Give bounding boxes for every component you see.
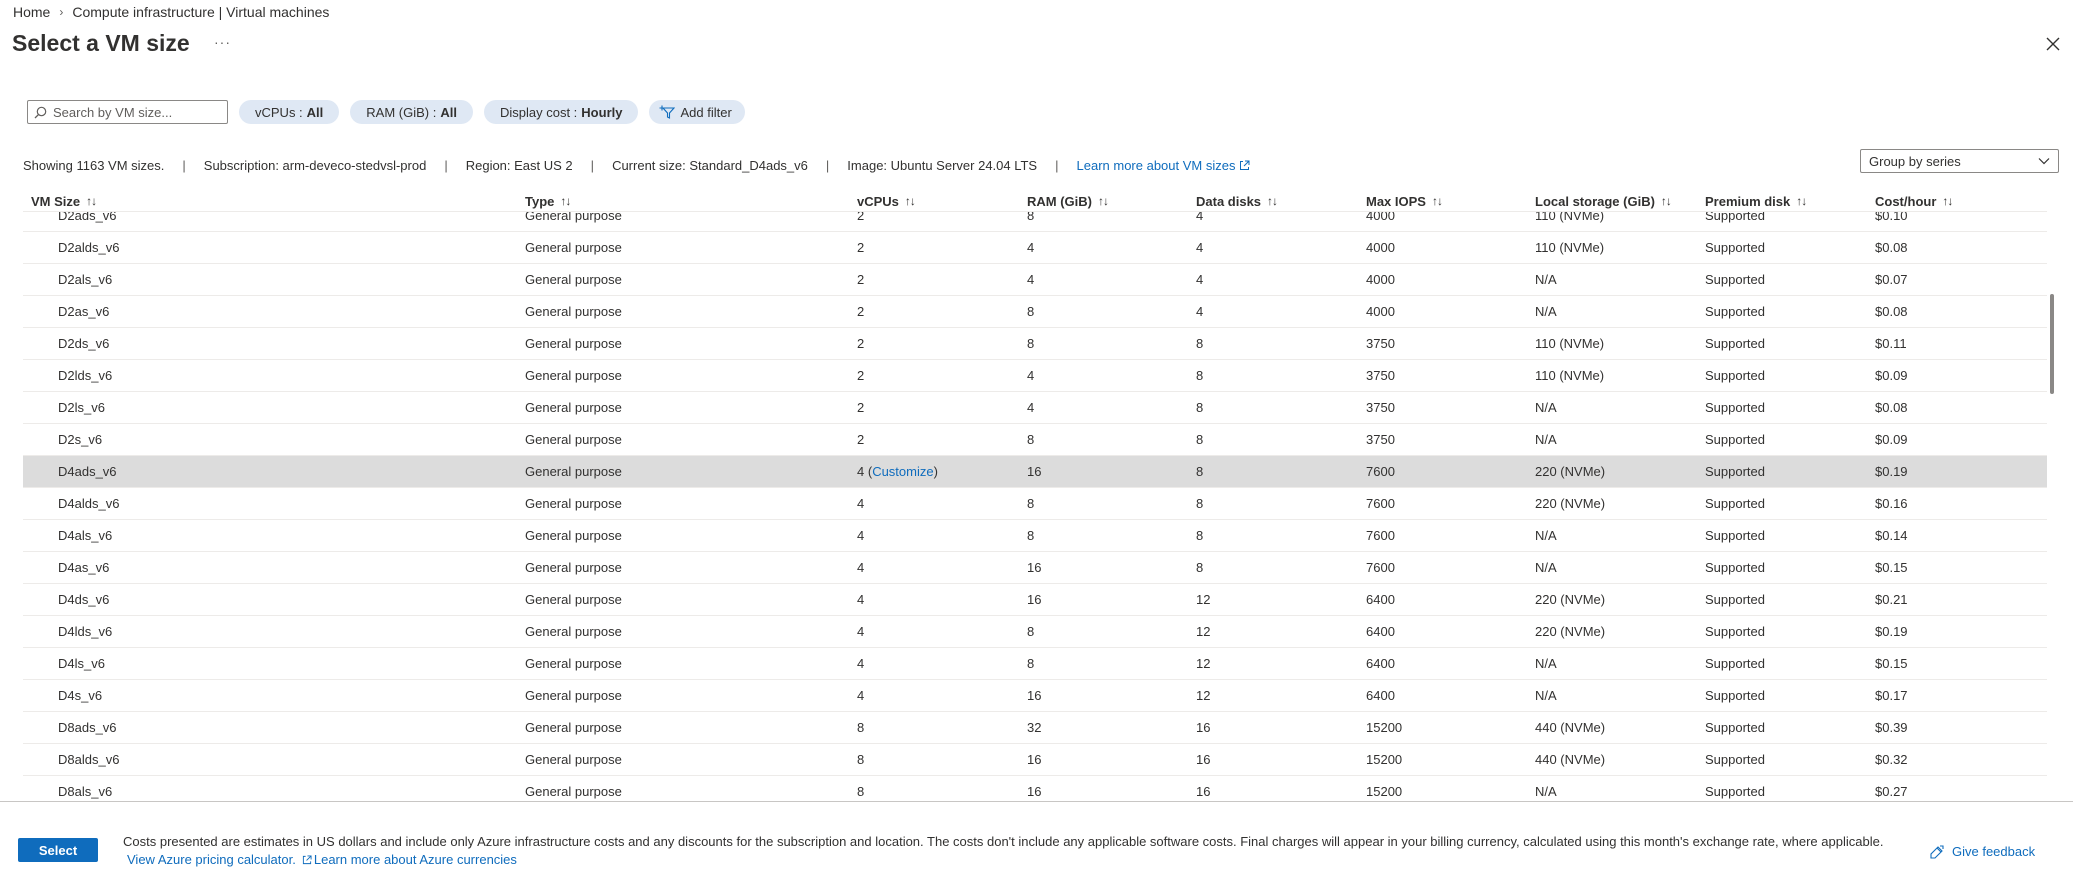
divider: | — [182, 157, 186, 173]
cell-premium-disk: Supported — [1705, 496, 1765, 511]
learn-more-label: Learn more about VM sizes — [1076, 157, 1236, 173]
cell-local-storage: N/A — [1535, 784, 1557, 799]
external-link-icon — [302, 855, 312, 865]
cell-cost-per-hour: $0.27 — [1875, 784, 1908, 799]
cell-data-disks: 8 — [1196, 496, 1204, 511]
cell-premium-disk: Supported — [1705, 592, 1765, 607]
cell-cost-per-hour: $0.14 — [1875, 528, 1908, 543]
cell-local-storage: 220 (NVMe) — [1535, 592, 1606, 607]
cell-local-storage: 220 (NVMe) — [1535, 624, 1606, 639]
cell-vcpus: 2 — [857, 304, 865, 319]
vcpus-filter-value: All — [306, 104, 324, 120]
region-text: Region: East US 2 — [465, 157, 573, 173]
divider: | — [444, 157, 448, 173]
cell-local-storage: N/A — [1535, 272, 1557, 287]
cell-premium-disk: Supported — [1705, 720, 1765, 735]
cell-data-disks: 8 — [1196, 464, 1204, 479]
cell-ram: 32 — [1027, 720, 1042, 735]
table-header — [23, 190, 2047, 212]
pricing-calculator-link[interactable]: View Azure pricing calculator. — [127, 852, 296, 867]
paren-open: ( — [864, 464, 873, 479]
close-icon[interactable] — [2041, 32, 2065, 56]
cell-ram: 8 — [1027, 496, 1035, 511]
cell-ram: 16 — [1027, 592, 1042, 607]
table-row[interactable] — [23, 648, 2047, 680]
cell-data-disks: 12 — [1196, 624, 1211, 639]
cell-premium-disk: Supported — [1705, 656, 1765, 671]
cell-vm-size: D2alds_v6 — [58, 240, 120, 255]
cell-max-iops: 6400 — [1366, 592, 1395, 607]
table-row[interactable] — [23, 264, 2047, 296]
cell-data-disks: 12 — [1196, 688, 1211, 703]
cell-premium-disk: Supported — [1705, 272, 1765, 287]
cell-vm-size: D2lds_v6 — [58, 368, 113, 383]
cell-max-iops: 4000 — [1366, 212, 1395, 223]
cell-vm-size: D2ads_v6 — [58, 212, 117, 223]
page-title: Select a VM size — [12, 30, 190, 56]
cell-vcpus: 2 — [857, 336, 865, 351]
cell-ram: 4 — [1027, 240, 1035, 255]
cell-vcpus: 2 — [857, 432, 865, 447]
cell-type: General purpose — [525, 336, 622, 351]
table-row[interactable] — [23, 680, 2047, 712]
column-header-label: vCPUs — [857, 193, 899, 209]
cell-vcpus: 4 — [857, 592, 865, 607]
cell-premium-disk: Supported — [1705, 432, 1765, 447]
sort-icon[interactable]: ↑↓ — [1796, 194, 1807, 208]
column-header-label: Type — [525, 193, 555, 209]
cell-value: 4 — [857, 464, 865, 479]
display-cost-value: Hourly — [581, 104, 623, 120]
cell-ram: 8 — [1027, 432, 1035, 447]
cell-premium-disk: Supported — [1705, 240, 1765, 255]
summary-bar — [23, 156, 1250, 174]
cell-ram: 16 — [1027, 752, 1042, 767]
cell-cost-per-hour: $0.32 — [1875, 752, 1908, 767]
table-row[interactable] — [23, 520, 2047, 552]
cell-vm-size: D8als_v6 — [58, 784, 113, 799]
cell-type: General purpose — [525, 400, 622, 415]
cell-vcpus: 4 — [857, 656, 865, 671]
cell-vm-size: D4ls_v6 — [58, 656, 105, 671]
table-row[interactable] — [23, 744, 2047, 776]
table-body — [23, 212, 2047, 802]
column-header-local-storage[interactable] — [1535, 190, 1671, 212]
cell-local-storage: 220 (NVMe) — [1535, 464, 1606, 479]
ram-filter-label: RAM (GiB) : — [366, 104, 437, 120]
cell-data-disks: 8 — [1196, 336, 1204, 351]
paren-close: ) — [933, 464, 938, 479]
cell-cost-per-hour: $0.15 — [1875, 656, 1908, 671]
cell-type: General purpose — [525, 624, 622, 639]
table-row[interactable] — [23, 552, 2047, 584]
column-header-label: RAM (GiB) — [1027, 193, 1092, 209]
cell-max-iops: 3750 — [1366, 336, 1395, 351]
cell-ram: 16 — [1027, 464, 1042, 479]
display-cost-label: Display cost : — [499, 104, 578, 120]
learn-more-vm-sizes-link[interactable] — [1077, 158, 1251, 173]
cell-type: General purpose — [525, 688, 622, 703]
cell-type: General purpose — [525, 432, 622, 447]
cell-vcpus — [857, 456, 938, 487]
cell-ram: 8 — [1027, 656, 1035, 671]
cell-cost-per-hour: $0.10 — [1875, 212, 1908, 223]
sort-icon[interactable]: ↑↓ — [86, 194, 97, 208]
table-row[interactable] — [23, 584, 2047, 616]
cell-type: General purpose — [525, 560, 622, 575]
cell-max-iops: 6400 — [1366, 656, 1395, 671]
cell-data-disks: 16 — [1196, 752, 1211, 767]
column-header-type[interactable] — [525, 190, 570, 212]
cell-vcpus: 4 — [857, 528, 865, 543]
cell-ram: 16 — [1027, 688, 1042, 703]
divider: | — [825, 157, 830, 173]
cell-vm-size: D4as_v6 — [58, 560, 110, 575]
cell-max-iops: 7600 — [1366, 464, 1395, 479]
footer-links — [127, 852, 517, 867]
table-row[interactable] — [23, 328, 2047, 360]
add-filter-icon — [659, 105, 675, 119]
cell-vcpus: 4 — [857, 688, 865, 703]
cell-data-disks: 8 — [1196, 432, 1204, 447]
cell-ram: 8 — [1027, 528, 1035, 543]
cell-premium-disk: Supported — [1705, 400, 1765, 415]
cost-disclaimer: Costs presented are estimates in US dollars and include only Azure infrastructure costs and any discounts for the subscription and location. The costs don't include any applicable software costs. Final charges will appear in your billing currency, calculated using this month's exchange rate, where applicable. — [123, 834, 1884, 849]
sort-icon[interactable]: ↑↓ — [1267, 194, 1278, 208]
group-by-value: Group by series — [1869, 153, 1961, 169]
column-header-label: Max IOPS — [1366, 193, 1426, 209]
chevron-right-icon: › — [59, 5, 64, 19]
cell-cost-per-hour: $0.09 — [1875, 432, 1908, 447]
cell-premium-disk: Supported — [1705, 624, 1765, 639]
cell-local-storage: 440 (NVMe) — [1535, 752, 1606, 767]
cell-type: General purpose — [525, 304, 622, 319]
divider: | — [1055, 157, 1059, 173]
sort-icon[interactable]: ↑↓ — [1660, 194, 1671, 208]
cell-type: General purpose — [525, 752, 622, 767]
cell-cost-per-hour: $0.15 — [1875, 560, 1908, 575]
cell-vcpus: 2 — [857, 212, 865, 223]
cell-ram: 4 — [1027, 272, 1035, 287]
table-row[interactable] — [23, 296, 2047, 328]
table-row[interactable] — [23, 424, 2047, 456]
ram-filter-value: All — [440, 104, 457, 120]
cell-cost-per-hour: $0.39 — [1875, 720, 1908, 735]
cell-max-iops: 6400 — [1366, 688, 1395, 703]
column-header-max-iops[interactable] — [1366, 190, 1442, 212]
cell-data-disks: 16 — [1196, 720, 1211, 735]
cell-max-iops: 3750 — [1366, 368, 1395, 383]
cell-type: General purpose — [525, 496, 622, 511]
sort-icon[interactable]: ↑↓ — [1942, 194, 1953, 208]
cell-vcpus: 8 — [857, 784, 865, 799]
search-icon — [34, 106, 47, 119]
cell-ram: 8 — [1027, 212, 1035, 223]
column-header-vm-size[interactable] — [31, 190, 96, 212]
sort-icon[interactable]: ↑↓ — [560, 194, 571, 208]
feedback-icon — [1930, 845, 1944, 859]
give-feedback-label: Give feedback — [1952, 844, 2036, 859]
table-row[interactable] — [23, 360, 2047, 392]
breadcrumb-current-link[interactable]: Compute infrastructure | Virtual machines — [72, 4, 330, 20]
cell-max-iops: 4000 — [1366, 272, 1395, 287]
vcpus-filter-label: vCPUs : — [255, 104, 303, 120]
cell-max-iops: 4000 — [1366, 240, 1395, 255]
cell-max-iops: 7600 — [1366, 560, 1395, 575]
column-header-data-disks[interactable] — [1196, 190, 1277, 212]
cell-data-disks: 8 — [1196, 528, 1204, 543]
select-button[interactable]: Select — [18, 838, 98, 862]
cell-premium-disk: Supported — [1705, 368, 1765, 383]
column-header-label: VM Size — [31, 193, 81, 209]
column-header-vcpus[interactable] — [857, 190, 915, 212]
breadcrumb-home-link[interactable]: Home — [13, 4, 51, 20]
cell-vcpus: 4 — [857, 496, 865, 511]
cell-type: General purpose — [525, 212, 622, 223]
add-filter-label: Add filter — [680, 104, 732, 120]
chevron-down-icon — [2038, 157, 2050, 165]
more-options-icon[interactable]: ··· — [214, 34, 231, 50]
cell-premium-disk: Supported — [1705, 688, 1765, 703]
cell-local-storage: N/A — [1535, 656, 1557, 671]
cell-type: General purpose — [525, 528, 622, 543]
cell-vcpus: 2 — [857, 400, 865, 415]
azure-currencies-link[interactable]: Learn more about Azure currencies — [313, 852, 517, 867]
vcpus-filter-pill[interactable] — [239, 100, 339, 124]
cell-vm-size: D4s_v6 — [58, 688, 103, 703]
cell-cost-per-hour: $0.08 — [1875, 240, 1908, 255]
cell-max-iops: 4000 — [1366, 304, 1395, 319]
add-filter-button[interactable] — [649, 100, 744, 124]
cell-type: General purpose — [525, 464, 622, 479]
cell-vm-size: D4alds_v6 — [58, 496, 120, 511]
cell-max-iops: 15200 — [1366, 720, 1403, 735]
display-cost-filter-pill[interactable] — [484, 100, 638, 124]
sort-icon[interactable]: ↑↓ — [1098, 194, 1108, 208]
cell-max-iops: 3750 — [1366, 432, 1395, 447]
cell-local-storage: 440 (NVMe) — [1535, 720, 1606, 735]
cell-vcpus: 8 — [857, 720, 865, 735]
cell-data-disks: 4 — [1196, 272, 1204, 287]
cell-cost-per-hour: $0.09 — [1875, 368, 1908, 383]
ram-filter-pill[interactable] — [350, 100, 473, 124]
external-link-icon — [1239, 160, 1250, 171]
filter-bar — [27, 100, 745, 124]
table-row[interactable] — [23, 456, 2047, 488]
cell-data-disks: 8 — [1196, 560, 1204, 575]
cell-ram: 4 — [1027, 400, 1035, 415]
group-by-dropdown[interactable] — [1860, 149, 2059, 173]
vm-count-text: Showing 1163 VM sizes. — [23, 157, 165, 173]
cell-data-disks: 12 — [1196, 656, 1211, 671]
search-input[interactable] — [53, 105, 223, 120]
cell-local-storage: 110 (NVMe) — [1535, 368, 1605, 383]
cell-ram: 8 — [1027, 624, 1035, 639]
column-header-premium-disk[interactable] — [1705, 190, 1806, 212]
divider: | — [590, 157, 595, 173]
cell-local-storage: N/A — [1535, 400, 1557, 415]
cell-cost-per-hour: $0.17 — [1875, 688, 1908, 703]
cell-type: General purpose — [525, 720, 622, 735]
cell-cost-per-hour: $0.19 — [1875, 464, 1908, 479]
cell-vcpus: 8 — [857, 752, 865, 767]
cell-premium-disk: Supported — [1705, 752, 1765, 767]
scrollbar-thumb[interactable] — [2050, 294, 2054, 394]
table-row[interactable] — [23, 712, 2047, 744]
cell-data-disks: 8 — [1196, 368, 1204, 383]
cell-vcpus: 2 — [857, 368, 865, 383]
cell-cost-per-hour: $0.19 — [1875, 624, 1908, 639]
table-row[interactable] — [23, 212, 2047, 232]
cell-vm-size: D2ds_v6 — [58, 336, 110, 351]
table-row[interactable] — [23, 616, 2047, 648]
cell-vm-size: D4lds_v6 — [58, 624, 113, 639]
column-header-label: Data disks — [1196, 193, 1262, 209]
cell-type: General purpose — [525, 656, 622, 671]
customize-link[interactable]: Customize — [872, 464, 934, 479]
cell-cost-per-hour: $0.08 — [1875, 304, 1908, 319]
cell-data-disks: 4 — [1196, 304, 1204, 319]
cell-ram: 4 — [1027, 368, 1035, 383]
table-row[interactable] — [23, 776, 2047, 802]
column-header-label: Cost/hour — [1875, 193, 1937, 209]
cell-type: General purpose — [525, 240, 622, 255]
cell-type: General purpose — [525, 784, 622, 799]
cell-premium-disk: Supported — [1705, 464, 1765, 479]
cell-local-storage: N/A — [1535, 528, 1557, 543]
cell-data-disks: 12 — [1196, 592, 1211, 607]
cell-ram: 8 — [1027, 304, 1035, 319]
cell-ram: 8 — [1027, 336, 1035, 351]
footer — [0, 801, 2073, 874]
cell-max-iops: 7600 — [1366, 528, 1395, 543]
cell-cost-per-hour: $0.11 — [1875, 336, 1907, 351]
column-header-label: Local storage (GiB) — [1535, 193, 1655, 209]
cell-cost-per-hour: $0.07 — [1875, 272, 1908, 287]
cell-cost-per-hour: $0.16 — [1875, 496, 1908, 511]
current-size-text: Current size: Standard_D4ads_v6 — [612, 157, 808, 173]
cell-type: General purpose — [525, 368, 622, 383]
table-row[interactable] — [23, 488, 2047, 520]
cell-data-disks: 8 — [1196, 400, 1204, 415]
breadcrumb — [13, 3, 329, 21]
cell-cost-per-hour: $0.08 — [1875, 400, 1908, 415]
cell-premium-disk: Supported — [1705, 560, 1765, 575]
column-header-cost-per-hour[interactable] — [1875, 190, 1952, 212]
cell-ram: 16 — [1027, 784, 1042, 799]
cell-ram: 16 — [1027, 560, 1042, 575]
cell-local-storage: 110 (NVMe) — [1535, 212, 1605, 223]
cell-local-storage: N/A — [1535, 304, 1557, 319]
cell-cost-per-hour: $0.21 — [1875, 592, 1908, 607]
cell-vcpus: 2 — [857, 240, 865, 255]
cell-max-iops: 7600 — [1366, 496, 1395, 511]
give-feedback-button[interactable] — [1930, 844, 2035, 859]
image-text: Image: Ubuntu Server 24.04 LTS — [847, 157, 1038, 173]
cell-data-disks: 4 — [1196, 240, 1204, 255]
subscription-text: Subscription: arm-deveco-stedvsl-prod — [203, 157, 427, 173]
cell-local-storage: N/A — [1535, 432, 1557, 447]
cell-type: General purpose — [525, 272, 622, 287]
cell-vm-size: D2as_v6 — [58, 304, 110, 319]
sort-icon[interactable]: ↑↓ — [904, 194, 915, 208]
cell-premium-disk: Supported — [1705, 212, 1765, 223]
cell-vcpus: 4 — [857, 624, 865, 639]
cell-local-storage: 220 (NVMe) — [1535, 496, 1606, 511]
cell-vm-size: D4ds_v6 — [58, 592, 110, 607]
column-header-label: Premium disk — [1705, 193, 1791, 209]
cell-vm-size: D4als_v6 — [58, 528, 113, 543]
column-header-ram[interactable] — [1027, 190, 1108, 212]
vm-size-table — [23, 190, 2047, 802]
table-row[interactable] — [23, 232, 2047, 264]
cell-vm-size: D4ads_v6 — [58, 464, 117, 479]
cell-local-storage: 110 (NVMe) — [1535, 336, 1605, 351]
cell-max-iops: 15200 — [1366, 752, 1403, 767]
cell-vm-size: D2ls_v6 — [58, 400, 105, 415]
cell-data-disks: 4 — [1196, 212, 1204, 223]
cell-vcpus: 2 — [857, 272, 865, 287]
cell-premium-disk: Supported — [1705, 784, 1765, 799]
cell-local-storage: 110 (NVMe) — [1535, 240, 1605, 255]
cell-vcpus: 4 — [857, 560, 865, 575]
cell-data-disks: 16 — [1196, 784, 1211, 799]
cell-vm-size: D2als_v6 — [58, 272, 113, 287]
cell-vm-size: D2s_v6 — [58, 432, 103, 447]
cell-type: General purpose — [525, 592, 622, 607]
cell-premium-disk: Supported — [1705, 304, 1765, 319]
search-box[interactable] — [27, 100, 228, 124]
table-row[interactable] — [23, 392, 2047, 424]
cell-local-storage: N/A — [1535, 688, 1557, 703]
cell-vm-size: D8alds_v6 — [58, 752, 120, 767]
cell-premium-disk: Supported — [1705, 528, 1765, 543]
cell-max-iops: 6400 — [1366, 624, 1395, 639]
cell-local-storage: N/A — [1535, 560, 1557, 575]
cell-max-iops: 15200 — [1366, 784, 1403, 799]
table-scrollbar[interactable] — [2047, 212, 2057, 802]
cell-premium-disk: Supported — [1705, 336, 1765, 351]
cell-vm-size: D8ads_v6 — [58, 720, 117, 735]
sort-icon[interactable]: ↑↓ — [1431, 194, 1442, 208]
cell-max-iops: 3750 — [1366, 400, 1395, 415]
